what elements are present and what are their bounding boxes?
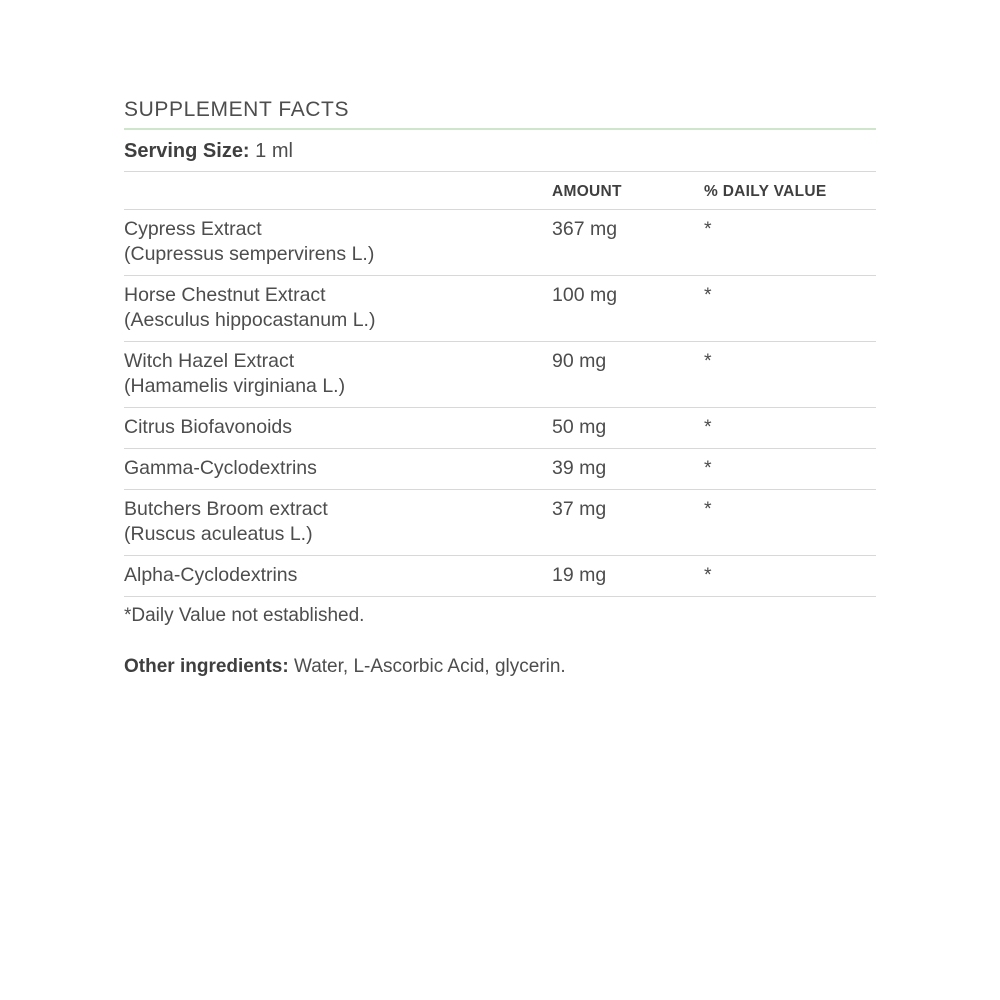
ingredient-name-cell	[124, 276, 552, 342]
ingredient-name-cell	[124, 555, 552, 596]
ingredient-latin-name: (Cupressus sempervirens L.)	[124, 243, 375, 266]
ingredient-latin-name: (Hamamelis virginiana L.)	[124, 374, 346, 397]
ingredient-amount: 50 mg	[552, 407, 704, 448]
ingredient-daily-value: *	[704, 407, 876, 448]
serving-size-value: 1 ml	[255, 140, 293, 163]
other-ingredients-label: Other ingredients:	[124, 656, 289, 678]
table-row	[124, 407, 876, 448]
ingredient-name: Witch Hazel Extract	[124, 349, 295, 372]
other-ingredients-value: Water, L-Ascorbic Acid, glycerin.	[293, 656, 566, 678]
ingredient-amount: 90 mg	[552, 341, 704, 407]
ingredient-daily-value: *	[704, 448, 876, 489]
column-header-ingredient	[124, 172, 552, 210]
ingredient-daily-value: *	[704, 210, 876, 276]
ingredient-name: Alpha-Cyclodextrins	[124, 563, 298, 586]
serving-size-row	[124, 130, 876, 172]
ingredient-latin-name: (Ruscus aculeatus L.)	[124, 522, 313, 545]
ingredient-amount: 37 mg	[552, 489, 704, 555]
supplement-facts-panel	[124, 98, 876, 680]
ingredient-amount: 100 mg	[552, 276, 704, 342]
ingredient-name: Cypress Extract	[124, 218, 262, 241]
table-row	[124, 276, 876, 342]
ingredient-name: Butchers Broom extract	[124, 497, 328, 520]
column-header-amount: AMOUNT	[552, 172, 704, 210]
ingredient-daily-value: *	[704, 555, 876, 596]
ingredient-name: Horse Chestnut Extract	[124, 284, 326, 306]
daily-value-footnote: *Daily Value not established.	[124, 604, 365, 626]
ingredient-amount: 39 mg	[552, 448, 704, 489]
ingredient-name-cell	[124, 489, 552, 555]
table-row	[124, 489, 876, 555]
ingredient-name: Citrus Biofavonoids	[124, 415, 292, 438]
ingredient-daily-value: *	[704, 341, 876, 407]
ingredient-daily-value: *	[704, 276, 876, 342]
table-row	[124, 448, 876, 489]
ingredient-daily-value: *	[704, 489, 876, 555]
ingredient-amount: 19 mg	[552, 555, 704, 596]
ingredient-name-cell	[124, 210, 552, 276]
column-header-daily-value: % DAILY VALUE	[704, 172, 876, 210]
ingredient-name-cell	[124, 448, 552, 489]
ingredient-amount: 367 mg	[552, 210, 704, 276]
panel-title: SUPPLEMENT FACTS	[124, 98, 876, 130]
ingredient-name-cell	[124, 341, 552, 407]
table-row	[124, 341, 876, 407]
serving-size-label: Serving Size:	[124, 140, 250, 163]
table-row	[124, 210, 876, 276]
table-header-row	[124, 172, 876, 210]
ingredient-latin-name: (Aesculus hippocastanum L.)	[124, 308, 376, 331]
supplement-facts-table	[124, 172, 876, 596]
ingredient-name-cell	[124, 407, 552, 448]
other-ingredients-row	[124, 627, 876, 680]
table-row	[124, 555, 876, 596]
ingredient-name: Gamma-Cyclodextrins	[124, 456, 317, 479]
